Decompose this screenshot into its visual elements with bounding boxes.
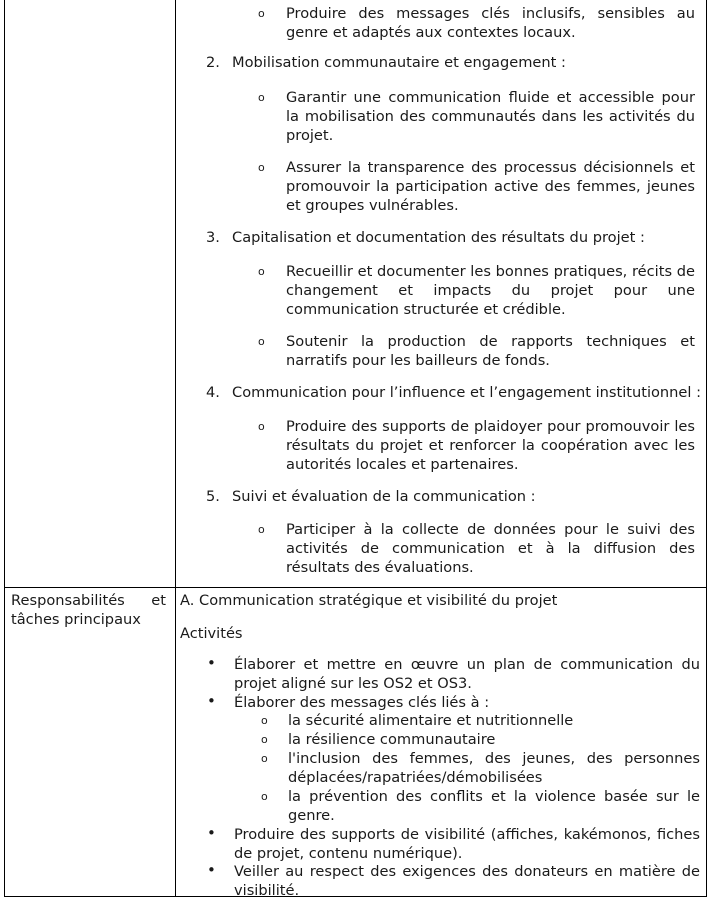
list-item: o la sécurité alimentaire et nutritionnelle <box>261 712 574 729</box>
hollow-bullet-icon: o <box>261 790 268 803</box>
list-item: o Participer à la collecte de données pour le suivi des activités de communication et à la diffusion des résultats des évaluations. <box>258 521 695 576</box>
hollow-bullet-icon: o <box>258 523 265 536</box>
bullet-icon: • <box>207 861 216 879</box>
hollow-bullet-icon: o <box>258 161 265 174</box>
list-item: • Produire des supports de visibilité (affiches, kakémonos, fiches de projet, contenu numérique). <box>207 824 700 862</box>
bullet-icon: • <box>207 654 216 672</box>
column-divider <box>175 0 176 896</box>
list-item: o Produire des messages clés inclusifs, sensibles au genre et adaptés aux contextes locaux. <box>258 5 695 41</box>
responsibilities-table: o Produire des messages clés inclusifs, sensibles au genre et adaptés aux contextes locaux. 2. Mobilisation communautaire et engagement : o Garantir une communication fluide et accessible pour la mobilisation des communautés dans les activités du projet. o Assurer la transparence des processus décisionnels et promouvoir la participation active des femmes, jeunes et groupes vulnérables. 3. Capitalisation et documentation des résultats du projet : o Recueillir et documenter les bonnes pratiques, récits de changement et impacts du projet pour une communication structurée et crédible. o Soutenir la production de rapports techniques et narratifs pour les bailleurs de fonds. 4. Communication pour l’influence et l’engagement institutionnel : o Produire des supports de plaidoyer pour promouvoir les résultats du projet et renforcer la coopération avec les autorités locales et partenaires. 5. Suivi et évaluation de la communication : o Participer à la collecte de données pour le suivi des activités de communication et à la diffusion des résultats des évaluations. Responsabilités et tâches principaux A. Communication stratégique et visibilité du projet Activités • Élaborer et mettre en œuvre un plan de communication du projet aligné sur les OS2 et OS3. • Élaborer des messages clés liés à : o la sécurité alimentaire et nutritionnelle o la résilience communautaire o l'inclusion des femmes, des jeunes, des personnes déplacées/rapatriées/démobilisées o la prévention des conflits et la violence basée sur le genre. • Produire des supports de visibilité (affiches, kakémonos, fiches de projet, contenu numérique). • Veiller au respect des exigences des donateurs en matière de visibilité. <box>4 0 707 897</box>
list-item: o Garantir une communication fluide et accessible pour la mobilisation des communautés dans les activités du projet. <box>258 89 695 144</box>
hollow-bullet-icon: o <box>258 265 265 278</box>
hollow-bullet-icon: o <box>258 91 265 104</box>
hollow-bullet-icon: o <box>261 733 268 746</box>
list-item: o Recueillir et documenter les bonnes pratiques, récits de changement et impacts du projet pour une communication structurée et crédible. <box>258 263 695 318</box>
list-item: o l'inclusion des femmes, des jeunes, des personnes déplacées/rapatriées/démobilisées <box>261 750 700 786</box>
list-item: • Veiller au respect des exigences des donateurs en matière de visibilité. <box>207 861 700 899</box>
hollow-bullet-icon: o <box>261 714 268 727</box>
row-divider <box>5 587 706 588</box>
hollow-bullet-icon: o <box>258 335 265 348</box>
list-item: • Élaborer et mettre en œuvre un plan de communication du projet aligné sur les OS2 et OS3. <box>207 654 700 692</box>
hollow-bullet-icon: o <box>258 7 265 20</box>
list-item: o la prévention des conflits et la violence basée sur le genre. <box>261 788 700 824</box>
hollow-bullet-icon: o <box>258 420 265 433</box>
section-heading: A. Communication stratégique et visibilité du projet <box>180 592 558 609</box>
list-item: o Assurer la transparence des processus décisionnels et promouvoir la participation active des femmes, jeunes et groupes vulnérables. <box>258 159 695 214</box>
hollow-bullet-icon: o <box>261 752 268 765</box>
bullet-icon: • <box>207 692 216 710</box>
list-item: o la résilience communautaire <box>261 731 496 748</box>
list-item: • Élaborer des messages clés liés à : <box>207 692 490 711</box>
bullet-icon: • <box>207 824 216 842</box>
list-item: o Soutenir la production de rapports techniques et narratifs pour les bailleurs de fonds. <box>258 333 695 369</box>
row-label: Responsabilités et tâches principaux <box>11 592 166 628</box>
list-item: o Produire des supports de plaidoyer pour promouvoir les résultats du projet et renforcer la coopération avec les autorités locales et partenaires. <box>258 418 695 473</box>
activities-label: Activités <box>180 625 243 642</box>
